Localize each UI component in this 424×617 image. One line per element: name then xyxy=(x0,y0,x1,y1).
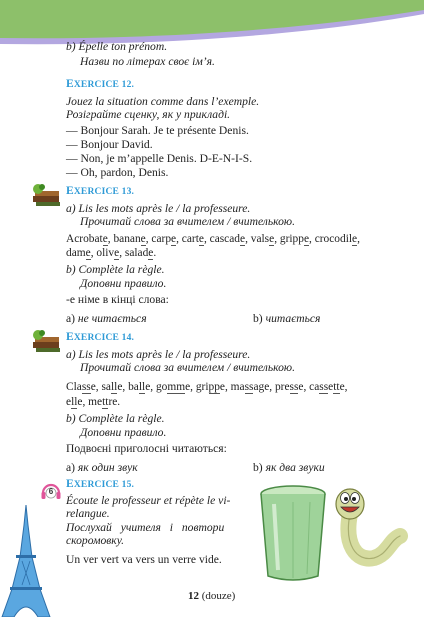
word: salade. xyxy=(124,247,157,259)
word: mettre. xyxy=(88,396,121,408)
word: banane, xyxy=(113,233,152,245)
word: salle, xyxy=(101,381,129,393)
word: Classe, xyxy=(66,381,102,393)
word: balle, xyxy=(128,381,156,393)
word: Acrobate, xyxy=(66,233,114,245)
e12-instruction-fr: Jouez la situation comme dans l’exemple. xyxy=(66,95,260,108)
underlined-letter: e xyxy=(114,247,120,259)
e14-a-instruction-ua: Прочитай слова за вчителем / вчителькою. xyxy=(80,361,295,374)
underlined-letter: e xyxy=(85,247,91,259)
green-glass-illustration xyxy=(258,484,328,586)
e11b-instruction-fr: b) Épelle ton prénom. xyxy=(66,40,168,53)
word: elle, xyxy=(66,396,89,408)
e13-option-a[interactable]: a) не читається xyxy=(66,312,147,325)
underlined-letters: tt xyxy=(333,381,340,393)
dialog-line: — Bonjour David. xyxy=(66,138,153,151)
exercise-13-title: EXERCICE 13. xyxy=(66,185,135,197)
underlined-letters: ss xyxy=(289,381,299,393)
eiffel-tower-illustration xyxy=(0,505,52,617)
e13-a-instruction-ua: Прочитай слова за вчителем / вчителькою. xyxy=(80,215,295,228)
underlined-letter: e xyxy=(148,247,154,259)
word: dame, xyxy=(66,247,97,259)
worm-illustration xyxy=(330,484,408,576)
e14-option-b[interactable]: b) як два звуки xyxy=(253,461,325,474)
underlined-letter: e xyxy=(140,233,146,245)
underlined-letters: ss xyxy=(319,381,329,393)
e15-instruction-fr-1: Écoute le professeur et répète le vi- xyxy=(66,494,231,507)
e11b-instruction-ua: Назви по літерах своє ім’я. xyxy=(80,55,215,68)
underlined-letters: tt xyxy=(102,396,109,408)
books-icon xyxy=(30,182,64,208)
underlined-letters: ss xyxy=(244,381,254,393)
e13-a-instruction-fr: a) Lis les mots après le / la professeure. xyxy=(66,202,251,215)
underlined-letters: ll xyxy=(110,381,118,393)
dialog-line: — Non, je m’appelle Denis. D-E-N-I-S. xyxy=(66,152,253,165)
underlined-letter: e xyxy=(102,233,108,245)
exercise-15-title: EXERCICE 15. xyxy=(66,478,135,490)
underlined-letters: ll xyxy=(138,381,146,393)
underlined-letter: e xyxy=(171,233,177,245)
e13-option-b[interactable]: b) читається xyxy=(253,312,321,325)
word: casse xyxy=(309,381,334,393)
e12-instruction-ua: Розіграйте сценку, як у прикладі. xyxy=(66,108,231,121)
books-icon xyxy=(30,328,64,354)
e13-word-list-1 xyxy=(66,232,360,246)
e14-word-list-1 xyxy=(66,380,347,394)
e13-b-instruction-ua: Доповни правило. xyxy=(80,277,167,290)
word: presse, xyxy=(274,381,310,393)
word: cascade, xyxy=(209,233,251,245)
underlined-letter: e xyxy=(303,233,309,245)
e13-word-list-2 xyxy=(66,246,156,260)
word: grippe, xyxy=(279,233,315,245)
word: grippe, xyxy=(195,381,231,393)
e15-instruction-ua-1: Послухай учителя і повтори xyxy=(66,521,225,534)
word: massage, xyxy=(230,381,275,393)
e15-tongue-twister: Un ver vert va vers un verre vide. xyxy=(66,553,222,566)
word: carpe, xyxy=(151,233,182,245)
e14-b-instruction-fr: b) Complète la règle. xyxy=(66,412,165,425)
exercise-14-title: EXERCICE 14. xyxy=(66,331,135,343)
e14-rule-text: Подвоєні приголосні читаються: xyxy=(66,442,227,455)
underlined-letters: ll xyxy=(71,396,78,408)
e14-a-instruction-fr: a) Lis les mots après le / la professeure. xyxy=(66,348,251,361)
underlined-letter: e xyxy=(240,233,246,245)
e14-b-instruction-ua: Доповни правило. xyxy=(80,426,167,439)
audio-track-number: 6 xyxy=(48,487,54,496)
e14-option-a[interactable]: a) як один звук xyxy=(66,461,138,474)
underlined-letters: mm xyxy=(167,381,186,393)
e13-rule-text: -е німе в кінці слова: xyxy=(66,293,169,306)
word: tte, xyxy=(333,381,348,393)
underlined-letters: ss xyxy=(81,381,91,393)
exercise-12-title: EXERCICE 12. xyxy=(66,78,135,90)
word: carte, xyxy=(181,233,210,245)
e14-word-list-2 xyxy=(66,395,120,409)
word: olive, xyxy=(96,247,125,259)
word: gomme, xyxy=(155,381,196,393)
underlined-letters: pp xyxy=(208,381,220,393)
page-number: 12 (douze) xyxy=(188,590,236,602)
dialog-line: — Oh, pardon, Denis. xyxy=(66,166,169,179)
underlined-letter: e xyxy=(198,233,204,245)
e15-instruction-ua-2: скоромовку. xyxy=(66,534,125,547)
dialog-line: — Bonjour Sarah. Je te présente Denis. xyxy=(66,124,249,137)
underlined-letter: e xyxy=(352,233,358,245)
audio-track-badge[interactable] xyxy=(40,480,62,502)
e13-b-instruction-fr: b) Complète la règle. xyxy=(66,263,165,276)
underlined-letter: e xyxy=(269,233,275,245)
word: crocodile, xyxy=(314,233,360,245)
word: valse, xyxy=(250,233,280,245)
e15-instruction-fr-2: relangue. xyxy=(66,507,110,520)
